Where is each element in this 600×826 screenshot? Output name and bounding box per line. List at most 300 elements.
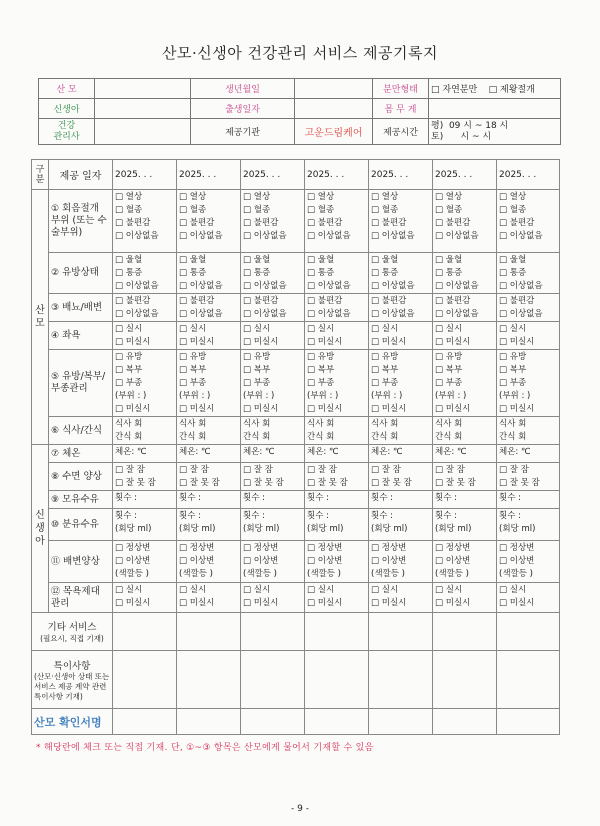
- checkbox-option[interactable]: □ 불편감: [435, 296, 471, 306]
- entry-cell[interactable]: [369, 491, 433, 509]
- entry-cell[interactable]: [113, 417, 177, 445]
- checkbox-option[interactable]: □ 열상: [371, 192, 399, 202]
- entry-cell[interactable]: [305, 583, 369, 613]
- checkbox-option[interactable]: □ 유방: [499, 352, 527, 362]
- special-notes-sub: (산모·신생아 상태 또는 서비스 제공 계약 관련 특이사항 기재): [34, 671, 110, 701]
- entry-cell[interactable]: [433, 541, 497, 583]
- checkbox-option[interactable]: □ 실시: [243, 324, 271, 334]
- birth-field[interactable]: [295, 79, 373, 99]
- date-cell[interactable]: 2025. . .: [433, 160, 497, 190]
- checkbox-option[interactable]: □ 유방: [179, 352, 207, 362]
- entry-cell[interactable]: [369, 253, 433, 294]
- checkbox-option[interactable]: □ 부종: [307, 378, 335, 388]
- entry-cell[interactable]: [241, 190, 305, 253]
- checkbox-option[interactable]: □ 불편감: [243, 218, 279, 228]
- other-service-cell[interactable]: [241, 613, 305, 651]
- entry-cell[interactable]: [305, 350, 369, 417]
- date-cell[interactable]: 2025. . .: [369, 160, 433, 190]
- checkbox-option[interactable]: □ 울혈: [499, 255, 527, 265]
- checkbox-option[interactable]: □ 열상: [115, 192, 143, 202]
- checkbox-option[interactable]: □ 잘 잠: [115, 465, 145, 475]
- other-service-cell[interactable]: [113, 613, 177, 651]
- special-notes-cell[interactable]: [433, 651, 497, 709]
- birthdate-label: 출생일자: [191, 99, 295, 119]
- row-number: ⑤: [51, 372, 60, 382]
- date-cell[interactable]: 2025. . .: [241, 160, 305, 190]
- entry-line: (색깔등 ): [499, 569, 533, 579]
- sign-cell[interactable]: [433, 709, 497, 735]
- checkbox-option[interactable]: □ 미실시: [307, 598, 343, 608]
- entry-cell[interactable]: [113, 463, 177, 491]
- entry-cell[interactable]: [113, 322, 177, 350]
- checkbox-option[interactable]: □ 이상없음: [179, 231, 223, 241]
- checkbox-option[interactable]: □ 실시: [371, 324, 399, 334]
- checkbox-option[interactable]: □ 이상없음: [499, 231, 543, 241]
- row-r3: [32, 294, 560, 322]
- checkbox-option[interactable]: □ 미실시: [243, 337, 279, 347]
- entry-cell[interactable]: [305, 322, 369, 350]
- entry-cell[interactable]: [369, 190, 433, 253]
- special-notes-cell[interactable]: [241, 651, 305, 709]
- checkbox-option[interactable]: □ 이상없음: [307, 309, 351, 319]
- checkbox-option[interactable]: □ 미실시: [243, 598, 279, 608]
- checkbox-option[interactable]: □ 불편감: [435, 218, 471, 228]
- entry-cell[interactable]: [433, 253, 497, 294]
- checkbox-option[interactable]: □ 불편감: [307, 218, 343, 228]
- entry-line: (부위 : ): [307, 391, 339, 401]
- entry-cell[interactable]: [497, 463, 560, 491]
- checkbox-option[interactable]: □ 유방: [115, 352, 143, 362]
- time-day1: 평): [431, 120, 444, 131]
- entry-cell[interactable]: [113, 253, 177, 294]
- checkbox-option[interactable]: □ 실시: [307, 585, 335, 595]
- entry-line: (색깔등 ): [435, 569, 469, 579]
- sign-cell[interactable]: [177, 709, 241, 735]
- other-service-cell[interactable]: [305, 613, 369, 651]
- checkbox-option[interactable]: □ 잘 못 잠: [307, 478, 348, 488]
- checkbox-option[interactable]: □ 이상없음: [307, 231, 351, 241]
- checkbox-option[interactable]: □ 이상변: [435, 556, 471, 566]
- checkbox-option[interactable]: □ 불편감: [499, 218, 535, 228]
- entry-line: 간식 회: [115, 432, 143, 442]
- entry-cell[interactable]: [241, 322, 305, 350]
- checkbox-option[interactable]: □ 열상: [499, 192, 527, 202]
- checkbox-option[interactable]: □ 실시: [179, 324, 207, 334]
- special-notes-cell[interactable]: [177, 651, 241, 709]
- row-number: ③: [51, 302, 60, 313]
- checkbox-option[interactable]: □ 통증: [179, 268, 207, 278]
- entry-cell[interactable]: [113, 190, 177, 253]
- entry-cell[interactable]: [433, 445, 497, 463]
- row-title: 분유수유: [62, 518, 99, 530]
- checkbox-option[interactable]: □ 불편감: [499, 296, 535, 306]
- checkbox-option[interactable]: □ 이상없음: [307, 281, 351, 291]
- checkbox-option[interactable]: □ 울혈: [115, 255, 143, 265]
- entry-line: 간식 회: [499, 432, 527, 442]
- checkbox-option[interactable]: □ 통증: [307, 268, 335, 278]
- checkbox-option[interactable]: □ 미실시: [371, 337, 407, 347]
- entry-cell[interactable]: [369, 322, 433, 350]
- entry-line: 횟수 :: [115, 511, 137, 521]
- entry-cell[interactable]: [241, 350, 305, 417]
- checkbox-option[interactable]: □ 불편감: [371, 296, 407, 306]
- entry-cell[interactable]: [369, 350, 433, 417]
- checkbox-option[interactable]: □ 혈종: [115, 205, 143, 215]
- checkbox-option[interactable]: □ 미실시: [371, 598, 407, 608]
- checkbox-option[interactable]: □ 부종: [435, 378, 463, 388]
- checkbox-option[interactable]: □ 복부: [435, 365, 463, 375]
- entry-cell[interactable]: [497, 583, 560, 613]
- checkbox-option[interactable]: □ 이상변: [179, 556, 215, 566]
- checkbox-option[interactable]: □ 불편감: [115, 218, 151, 228]
- entry-cell[interactable]: [241, 541, 305, 583]
- checkbox-option[interactable]: □ 이상변: [115, 556, 151, 566]
- entry-cell[interactable]: [177, 583, 241, 613]
- entry-cell[interactable]: [433, 294, 497, 322]
- entry-cell[interactable]: [497, 445, 560, 463]
- entry-cell[interactable]: [497, 491, 560, 509]
- checkbox-option[interactable]: □ 실시: [371, 585, 399, 595]
- checkbox-option[interactable]: □ 이상변: [499, 556, 535, 566]
- checkbox-option[interactable]: □ 실시: [307, 324, 335, 334]
- checkbox-option[interactable]: □ 혈종: [243, 205, 271, 215]
- checkbox-option[interactable]: □ 실시: [115, 585, 143, 595]
- other-service-cell[interactable]: [433, 613, 497, 651]
- entry-cell[interactable]: [369, 417, 433, 445]
- entry-cell[interactable]: [177, 491, 241, 509]
- entry-cell[interactable]: [433, 350, 497, 417]
- checkbox-option[interactable]: □ 이상변: [243, 556, 279, 566]
- checkbox-option[interactable]: □ 울혈: [179, 255, 207, 265]
- checkbox-option[interactable]: □ 미실시: [243, 404, 279, 414]
- entry-cell[interactable]: [369, 509, 433, 541]
- entry-cell[interactable]: [241, 463, 305, 491]
- checkbox-option[interactable]: □ 실시: [435, 585, 463, 595]
- csection-checkbox[interactable]: □: [488, 85, 498, 95]
- checkbox-option[interactable]: □ 이상없음: [243, 281, 287, 291]
- natural-checkbox[interactable]: □: [431, 85, 440, 95]
- entry-cell[interactable]: [177, 190, 241, 253]
- entry-cell[interactable]: [305, 541, 369, 583]
- entry-cell[interactable]: [241, 445, 305, 463]
- special-notes-cell[interactable]: [113, 651, 177, 709]
- entry-cell[interactable]: [497, 417, 560, 445]
- entry-cell[interactable]: [177, 463, 241, 491]
- checkbox-option[interactable]: □ 불편감: [115, 296, 151, 306]
- entry-cell[interactable]: [113, 350, 177, 417]
- checkbox-option[interactable]: □ 열상: [307, 192, 335, 202]
- checkbox-option[interactable]: □ 잘 잠: [243, 465, 273, 475]
- entry-cell[interactable]: [433, 491, 497, 509]
- checkbox-option[interactable]: □ 잘 못 잠: [499, 478, 540, 488]
- checkbox-option[interactable]: □ 이상없음: [435, 231, 479, 241]
- checkbox-option[interactable]: □ 실시: [243, 585, 271, 595]
- sign-cell[interactable]: [113, 709, 177, 735]
- checkbox-option[interactable]: □ 이상없음: [499, 281, 543, 291]
- checkbox-option[interactable]: □ 불편감: [307, 296, 343, 306]
- checkbox-option[interactable]: □ 울혈: [243, 255, 271, 265]
- sign-cell[interactable]: [305, 709, 369, 735]
- checkbox-option[interactable]: □ 잘 잠: [179, 465, 209, 475]
- checkbox-option[interactable]: □ 미실시: [371, 404, 407, 414]
- checkbox-option[interactable]: □ 복부: [371, 365, 399, 375]
- checkbox-option[interactable]: □ 미실시: [179, 404, 215, 414]
- checkbox-option[interactable]: □ 정상변: [115, 543, 151, 553]
- row-label: [49, 294, 113, 322]
- entry-cell[interactable]: [113, 294, 177, 322]
- entry-cell[interactable]: [433, 322, 497, 350]
- checkbox-option[interactable]: □ 미실시: [435, 404, 471, 414]
- entry-line: (부위 : ): [499, 391, 531, 401]
- checkbox-option[interactable]: □ 미실시: [307, 337, 343, 347]
- special-notes-cell[interactable]: [497, 651, 560, 709]
- checkbox-option[interactable]: □ 잘 잠: [435, 465, 465, 475]
- entry-cell[interactable]: [305, 417, 369, 445]
- entry-cell[interactable]: [305, 509, 369, 541]
- checkbox-option[interactable]: □ 이상없음: [115, 309, 159, 319]
- entry-cell[interactable]: [433, 509, 497, 541]
- entry-cell[interactable]: [433, 583, 497, 613]
- entry-cell[interactable]: [369, 583, 433, 613]
- other-service-cell[interactable]: [497, 613, 560, 651]
- entry-cell[interactable]: [113, 583, 177, 613]
- checkbox-option[interactable]: □ 통증: [499, 268, 527, 278]
- checkbox-option[interactable]: □ 이상없음: [499, 309, 543, 319]
- mother-name-field[interactable]: [95, 79, 191, 99]
- checkbox-option[interactable]: □ 미실시: [435, 337, 471, 347]
- checkbox-option[interactable]: □ 불편감: [371, 218, 407, 228]
- checkbox-option[interactable]: □ 실시: [499, 585, 527, 595]
- checkbox-option[interactable]: □ 잘 잠: [307, 465, 337, 475]
- checkbox-option[interactable]: □ 이상없음: [435, 281, 479, 291]
- entry-cell[interactable]: [305, 190, 369, 253]
- checkbox-option[interactable]: □ 정상변: [307, 543, 343, 553]
- checkbox-option[interactable]: □ 울혈: [435, 255, 463, 265]
- checkbox-option[interactable]: □ 복부: [243, 365, 271, 375]
- checkbox-option[interactable]: □ 통증: [115, 268, 143, 278]
- checkbox-option[interactable]: □ 복부: [307, 365, 335, 375]
- sign-cell[interactable]: [369, 709, 433, 735]
- entry-cell[interactable]: [497, 190, 560, 253]
- checkbox-option[interactable]: □ 미실시: [499, 404, 535, 414]
- checkbox-option[interactable]: □ 이상없음: [435, 309, 479, 319]
- checkbox-option[interactable]: □ 혈종: [435, 205, 463, 215]
- checkbox-option[interactable]: □ 실시: [499, 324, 527, 334]
- checkbox-option[interactable]: □ 혈종: [499, 205, 527, 215]
- checkbox-option[interactable]: □ 혈종: [371, 205, 399, 215]
- checkbox-option[interactable]: □ 복부: [179, 365, 207, 375]
- checkbox-option[interactable]: □ 부종: [115, 378, 143, 388]
- special-notes-cell[interactable]: [369, 651, 433, 709]
- entry-cell[interactable]: [241, 294, 305, 322]
- checkbox-option[interactable]: □ 이상변: [307, 556, 343, 566]
- checkbox-option[interactable]: □ 이상없음: [115, 281, 159, 291]
- checkbox-option[interactable]: □ 부종: [499, 378, 527, 388]
- checkbox-option[interactable]: □ 이상없음: [371, 309, 415, 319]
- entry-cell[interactable]: [497, 541, 560, 583]
- birthdate-field[interactable]: [295, 99, 373, 119]
- other-service-cell[interactable]: [177, 613, 241, 651]
- checkbox-option[interactable]: □ 이상변: [371, 556, 407, 566]
- checkbox-option[interactable]: □ 이상없음: [243, 231, 287, 241]
- entry-cell[interactable]: [369, 445, 433, 463]
- checkbox-option[interactable]: □ 불편감: [179, 296, 215, 306]
- entry-cell[interactable]: [241, 417, 305, 445]
- checkbox-option[interactable]: □ 열상: [435, 192, 463, 202]
- entry-cell[interactable]: [497, 294, 560, 322]
- entry-cell[interactable]: [113, 491, 177, 509]
- special-notes-title: 특이사항: [53, 660, 91, 672]
- checkbox-option[interactable]: □ 미실시: [499, 598, 535, 608]
- checkbox-option[interactable]: □ 이상없음: [179, 281, 223, 291]
- date-cell[interactable]: 2025. . .: [305, 160, 369, 190]
- checkbox-option[interactable]: □ 복부: [499, 365, 527, 375]
- entry-cell[interactable]: [497, 253, 560, 294]
- checkbox-option[interactable]: □ 이상없음: [179, 309, 223, 319]
- checkbox-option[interactable]: □ 통증: [371, 268, 399, 278]
- checkbox-option[interactable]: □ 복부: [115, 365, 143, 375]
- entry-cell[interactable]: [497, 350, 560, 417]
- sign-cell[interactable]: [497, 709, 560, 735]
- checkbox-option[interactable]: □ 불편감: [243, 296, 279, 306]
- other-service-cell[interactable]: [369, 613, 433, 651]
- entry-cell[interactable]: [305, 463, 369, 491]
- entry-cell[interactable]: [305, 253, 369, 294]
- checkbox-option[interactable]: □ 열상: [179, 192, 207, 202]
- checkbox-option[interactable]: □ 정상변: [435, 543, 471, 553]
- special-notes-cell[interactable]: [305, 651, 369, 709]
- entry-cell[interactable]: [177, 350, 241, 417]
- checkbox-option[interactable]: □ 미실시: [115, 337, 151, 347]
- checkbox-option[interactable]: □ 미실시: [115, 598, 151, 608]
- checkbox-option[interactable]: □ 미실시: [179, 337, 215, 347]
- entry-cell[interactable]: [113, 541, 177, 583]
- entry-line: 횟수 :: [179, 493, 201, 503]
- entry-cell[interactable]: [369, 294, 433, 322]
- mother-label: 산 모: [39, 79, 95, 99]
- entry-cell[interactable]: [177, 253, 241, 294]
- other-service-sub: (필요시, 직접 기재): [40, 634, 104, 643]
- entry-cell[interactable]: [433, 190, 497, 253]
- manager-field[interactable]: [95, 119, 191, 145]
- checkbox-option[interactable]: □ 잘 잠: [499, 465, 529, 475]
- sign-cell[interactable]: [241, 709, 305, 735]
- checkbox-option[interactable]: □ 이상없음: [115, 231, 159, 241]
- entry-line: 횟수 :: [243, 493, 265, 503]
- checkbox-option[interactable]: □ 불편감: [179, 218, 215, 228]
- checkbox-option[interactable]: □ 미실시: [307, 404, 343, 414]
- entry-line: 식사 회: [435, 419, 463, 429]
- checkbox-option[interactable]: □ 잘 못 잠: [179, 478, 220, 488]
- footnote: * 해당란에 체크 또는 직접 기재. 단, ①~③ 항목은 산모에게 물어서 기재할 수 있음: [36, 743, 374, 753]
- checkbox-option[interactable]: □ 부종: [243, 378, 271, 388]
- entry-line: (부위 : ): [371, 391, 403, 401]
- checkbox-option[interactable]: □ 정상변: [499, 543, 535, 553]
- time-field[interactable]: [429, 119, 561, 145]
- entry-line: 체온: ℃: [435, 447, 467, 457]
- checkbox-option[interactable]: □ 통증: [435, 268, 463, 278]
- entry-cell[interactable]: [433, 463, 497, 491]
- checkbox-option[interactable]: □ 유방: [435, 352, 463, 362]
- entry-cell[interactable]: [497, 509, 560, 541]
- other-service-title: 기타 서비스: [47, 622, 97, 633]
- group-mother: 산모: [32, 190, 49, 445]
- checkbox-option[interactable]: □ 미실시: [499, 337, 535, 347]
- entry-cell[interactable]: [241, 491, 305, 509]
- checkbox-option[interactable]: □ 잘 못 잠: [115, 478, 156, 488]
- entry-cell[interactable]: [241, 253, 305, 294]
- row-sign: [32, 709, 560, 735]
- entry-cell[interactable]: [113, 445, 177, 463]
- checkbox-option[interactable]: □ 실시: [115, 324, 143, 334]
- checkbox-option[interactable]: □ 유방: [307, 352, 335, 362]
- checkbox-option[interactable]: □ 정상변: [243, 543, 279, 553]
- entry-cell[interactable]: [433, 417, 497, 445]
- checkbox-option[interactable]: □ 잘 잠: [371, 465, 401, 475]
- checkbox-option[interactable]: □ 이상없음: [243, 309, 287, 319]
- checkbox-option[interactable]: □ 부종: [371, 378, 399, 388]
- entry-cell[interactable]: [177, 445, 241, 463]
- entry-cell[interactable]: [177, 294, 241, 322]
- entry-cell[interactable]: [177, 541, 241, 583]
- checkbox-option[interactable]: □ 정상변: [179, 543, 215, 553]
- checkbox-option[interactable]: □ 실시: [179, 585, 207, 595]
- checkbox-option[interactable]: □ 열상: [243, 192, 271, 202]
- checkbox-option[interactable]: □ 정상변: [371, 543, 407, 553]
- entry-line: 횟수 :: [307, 511, 329, 521]
- date-cell[interactable]: 2025. . .: [497, 160, 560, 190]
- newborn-field[interactable]: [95, 99, 191, 119]
- checkbox-option[interactable]: □ 유방: [243, 352, 271, 362]
- date-cell[interactable]: 2025. . .: [177, 160, 241, 190]
- checkbox-option[interactable]: □ 잘 못 잠: [435, 478, 476, 488]
- checkbox-option[interactable]: □ 미실시: [179, 598, 215, 608]
- checkbox-option[interactable]: □ 통증: [243, 268, 271, 278]
- checkbox-option[interactable]: □ 울혈: [371, 255, 399, 265]
- info-table: [38, 78, 561, 145]
- entry-cell[interactable]: [113, 509, 177, 541]
- csection-label: 제왕절개: [500, 85, 535, 95]
- entry-cell[interactable]: [177, 509, 241, 541]
- checkbox-option[interactable]: □ 울혈: [307, 255, 335, 265]
- checkbox-option[interactable]: □ 잘 못 잠: [243, 478, 284, 488]
- entry-cell[interactable]: [497, 322, 560, 350]
- group-newborn: 신생아: [32, 445, 49, 613]
- other-service-label: [32, 613, 113, 651]
- entry-cell[interactable]: [241, 509, 305, 541]
- checkbox-option[interactable]: □ 미실시: [435, 598, 471, 608]
- checkbox-option[interactable]: □ 유방: [371, 352, 399, 362]
- entry-cell[interactable]: [177, 322, 241, 350]
- weight-field[interactable]: [429, 99, 561, 119]
- checkbox-option[interactable]: □ 실시: [435, 324, 463, 334]
- entry-cell[interactable]: [177, 417, 241, 445]
- checkbox-option[interactable]: □ 이상없음: [371, 281, 415, 291]
- checkbox-option[interactable]: □ 혈종: [307, 205, 335, 215]
- checkbox-option[interactable]: □ 잘 못 잠: [371, 478, 412, 488]
- entry-cell[interactable]: [305, 445, 369, 463]
- checkbox-option[interactable]: □ 미실시: [115, 404, 151, 414]
- entry-cell[interactable]: [305, 294, 369, 322]
- checkbox-option[interactable]: □ 혈종: [179, 205, 207, 215]
- entry-cell[interactable]: [369, 463, 433, 491]
- checkbox-option[interactable]: □ 이상없음: [371, 231, 415, 241]
- checkbox-option[interactable]: □ 부종: [179, 378, 207, 388]
- entry-cell[interactable]: [305, 491, 369, 509]
- entry-cell[interactable]: [369, 541, 433, 583]
- date-cell[interactable]: 2025. . .: [113, 160, 177, 190]
- entry-cell[interactable]: [241, 583, 305, 613]
